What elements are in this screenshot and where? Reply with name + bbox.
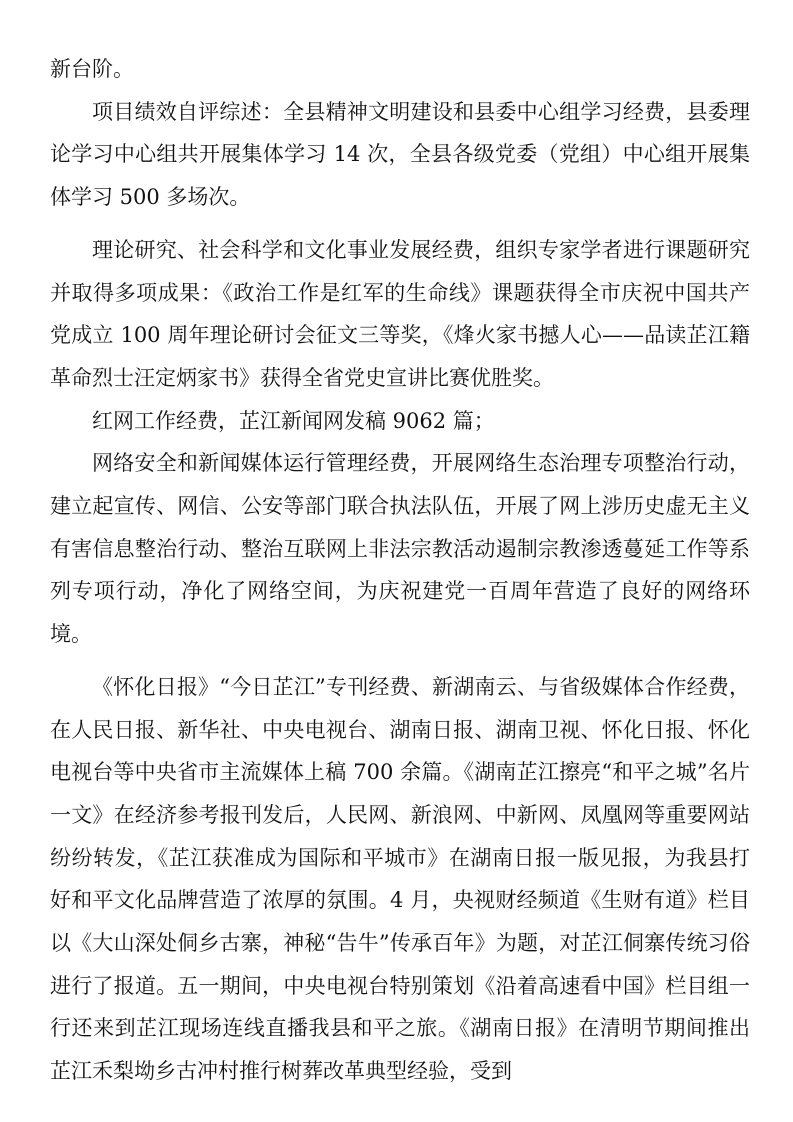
paragraph-continuation: 新台阶。	[50, 57, 134, 81]
paragraph-red-net: 红网工作经费，芷江新闻网发稿 9062 篇；	[92, 408, 495, 433]
paragraph-performance-summary: 项目绩效自评综述：全县精神文明建设和县委中心组学习经费，县委理论学习中心组共开展集体学习 14 次，全县各级党委（党组）中心组开展集体学习 500 多场次。	[50, 99, 750, 210]
document-page	[50, 48, 750, 1093]
paragraph-network-security: 网络安全和新闻媒体运行管理经费，开展网络生态治理专项整治行动，建立起宣传、网信、公安等部门联合执法队伍，开展了网上涉历史虚无主义有害信息整治行动、整治互联网上非法宗教活动遏制宗教渗透蔓延工作等系列专项行动，净化了网络空间，为庆祝建党一百周年营造了良好的网络环境。	[50, 451, 750, 647]
paragraph-media-coverage: 《怀化日报》“今日芷江”专刊经费、新湖南云、与省级媒体合作经费，在人民日报、新华社、中央电视台、湖南日报、湖南卫视、怀化日报、怀化电视台等中央省市主流媒体上稿 700 余篇。《湖南芷江擦亮“和平之城”名片一文》在经济参考报刊发后，人民网、新浪网、中新网、凤凰网等重要网站纷纷转发，《芷江获准成为国际和平城市》在湖南日报一版见报，为我县打好和平文化品牌营造了浓厚的氛围。4 月，央视财经频道《生财有道》栏目以《大山深处侗乡古寨，神秘“告牛”传承百年》为题，对芷江侗寨传统习俗进行了报道。五一期间，中央电视台特别策划《沿着高速看中国》栏目组一行还来到芷江现场连线直播我县和平之旅。《湖南日报》在清明节期间推出芷江禾梨坳乡古冲村推行树葬改革典型经验，受到	[50, 674, 750, 1084]
paragraph-theory-research: 理论研究、社会科学和文化事业发展经费，组织专家学者进行课题研究并取得多项成果：《政治工作是红军的生命线》课题获得全市庆祝中国共产党成立 100 周年理论研讨会征文三等奖，《烽火家书撼人心——品读芷江籍革命烈士汪定炳家书》获得全省党史宣讲比赛优胜奖。	[50, 237, 750, 390]
